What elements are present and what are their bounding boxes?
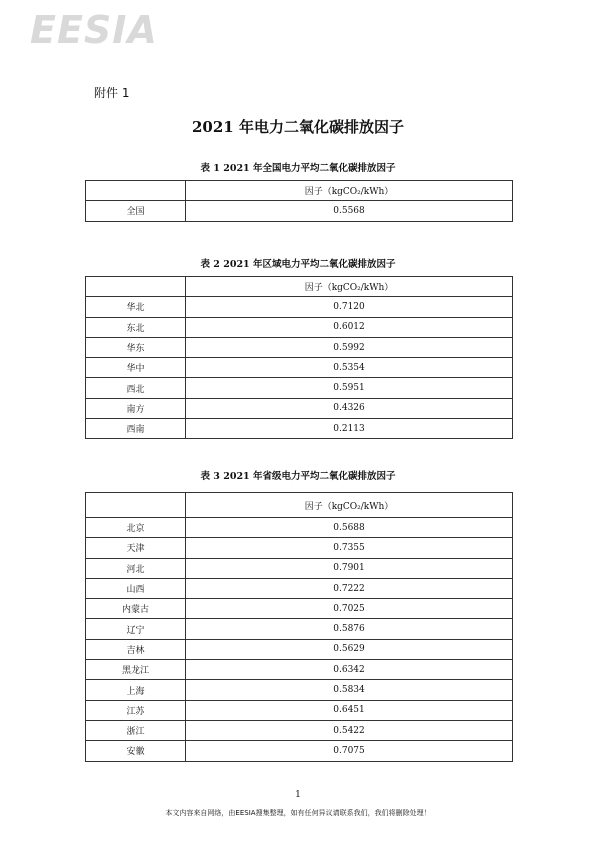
table-header-row bbox=[86, 493, 513, 518]
eesia-logo: EESIA bbox=[30, 8, 158, 52]
value-cell: 0.5568 bbox=[186, 201, 513, 221]
value-cell: 0.5834 bbox=[186, 680, 513, 700]
province-cell: 浙江 bbox=[86, 720, 186, 740]
value-cell: 0.4326 bbox=[186, 398, 513, 418]
value-cell: 0.6012 bbox=[186, 317, 513, 337]
province-cell: 北京 bbox=[86, 518, 186, 538]
table2-title: 表 2 2021 年区域电力平均二氧化碳排放因子 bbox=[200, 259, 396, 270]
table-row bbox=[86, 201, 513, 221]
table-row bbox=[86, 297, 513, 317]
value-cell: 0.7222 bbox=[186, 578, 513, 598]
region-cell: 西南 bbox=[86, 419, 186, 439]
value-cell: 0.7025 bbox=[186, 599, 513, 619]
table-row bbox=[86, 558, 513, 578]
table-row bbox=[86, 358, 513, 378]
table-row bbox=[86, 660, 513, 680]
value-cell: 0.6451 bbox=[186, 700, 513, 720]
table-row bbox=[86, 619, 513, 639]
table-row bbox=[86, 518, 513, 538]
header-empty-cell bbox=[86, 181, 186, 201]
value-cell: 0.7075 bbox=[186, 741, 513, 761]
value-cell: 0.5422 bbox=[186, 720, 513, 740]
value-cell: 0.5876 bbox=[186, 619, 513, 639]
header-cell: 因子（kgCO₂/kWh） bbox=[186, 277, 513, 297]
province-cell: 山西 bbox=[86, 578, 186, 598]
footer-disclaimer: 本文内容来自网络，由EESIA搜集整理，如有任何异议请联系我们，我们将删除处理！ bbox=[165, 809, 431, 817]
table-row bbox=[86, 680, 513, 700]
table-row bbox=[86, 741, 513, 761]
table-row bbox=[86, 378, 513, 398]
table-row bbox=[86, 700, 513, 720]
table2 bbox=[85, 276, 513, 439]
province-cell: 安徽 bbox=[86, 741, 186, 761]
table1-title: 表 1 2021 年全国电力平均二氧化碳排放因子 bbox=[200, 163, 396, 174]
region-cell: 西北 bbox=[86, 378, 186, 398]
value-cell: 0.6342 bbox=[186, 660, 513, 680]
value-cell: 0.2113 bbox=[186, 419, 513, 439]
table-row bbox=[86, 337, 513, 357]
value-cell: 0.5688 bbox=[186, 518, 513, 538]
value-cell: 0.5629 bbox=[186, 639, 513, 659]
value-cell: 0.5354 bbox=[186, 358, 513, 378]
value-cell: 0.5992 bbox=[186, 337, 513, 357]
region-cell: 华中 bbox=[86, 358, 186, 378]
header-cell: 因子（kgCO₂/kWh） bbox=[186, 493, 513, 518]
province-cell: 天津 bbox=[86, 538, 186, 558]
table-row bbox=[86, 317, 513, 337]
province-cell: 辽宁 bbox=[86, 619, 186, 639]
table-row bbox=[86, 419, 513, 439]
province-cell: 上海 bbox=[86, 680, 186, 700]
value-cell: 0.7901 bbox=[186, 558, 513, 578]
value-cell: 0.7120 bbox=[186, 297, 513, 317]
region-cell: 东北 bbox=[86, 317, 186, 337]
region-cell: 华北 bbox=[86, 297, 186, 317]
table3-title: 表 3 2021 年省级电力平均二氧化碳排放因子 bbox=[200, 471, 396, 482]
region-cell: 全国 bbox=[86, 201, 186, 221]
province-cell: 江苏 bbox=[86, 700, 186, 720]
header-empty-cell bbox=[86, 493, 186, 518]
table-header-row bbox=[86, 277, 513, 297]
table-row bbox=[86, 639, 513, 659]
table3 bbox=[85, 492, 513, 762]
page-number: 1 bbox=[295, 790, 301, 800]
table-row bbox=[86, 538, 513, 558]
value-cell: 0.7355 bbox=[186, 538, 513, 558]
header-cell: 因子（kgCO₂/kWh） bbox=[186, 181, 513, 201]
table-row bbox=[86, 720, 513, 740]
table-header-row bbox=[86, 181, 513, 201]
table1 bbox=[85, 180, 513, 222]
page-title: 2021 年电力二氧化碳排放因子 bbox=[192, 118, 404, 136]
table-row bbox=[86, 398, 513, 418]
province-cell: 内蒙古 bbox=[86, 599, 186, 619]
table-row bbox=[86, 599, 513, 619]
attachment-label: 附件 1 bbox=[94, 86, 130, 100]
table-row bbox=[86, 578, 513, 598]
province-cell: 吉林 bbox=[86, 639, 186, 659]
value-cell: 0.5951 bbox=[186, 378, 513, 398]
header-empty-cell bbox=[86, 277, 186, 297]
province-cell: 黑龙江 bbox=[86, 660, 186, 680]
region-cell: 华东 bbox=[86, 337, 186, 357]
province-cell: 河北 bbox=[86, 558, 186, 578]
region-cell: 南方 bbox=[86, 398, 186, 418]
